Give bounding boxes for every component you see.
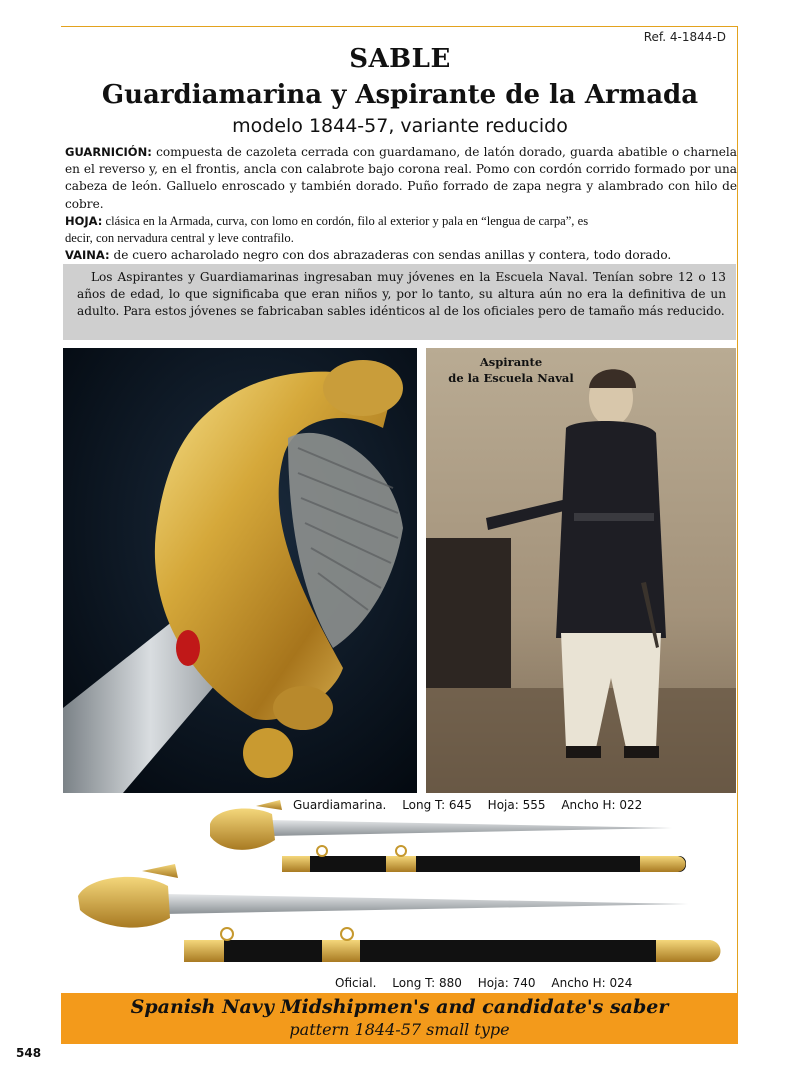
history-note: Los Aspirantes y Guardiamarinas ingresaban muy jóvenes en la Escuela Naval. Tenían sobre 12 o 13 años de edad, lo que significaba que eran niños y, por lo tanto, su altura aún no era la definitiva de un adulto. Para estos jóvenes se fabricaban sables idénticos al de los oficiales pero de tamaño más reducido. (63, 264, 736, 340)
hoja-text-cont: decir, con nervadura central y leve contrafilo. (65, 231, 294, 246)
hoja-label: HOJA: (65, 213, 103, 228)
guarnicion-label: GUARNICIÓN: (65, 145, 152, 159)
page-number: 548 (16, 1046, 42, 1060)
photo-caption (426, 354, 596, 386)
lion-pommel (323, 360, 403, 416)
small-length: Long T: 645 (402, 798, 472, 812)
small-name: Guardiamarina. (293, 798, 387, 812)
model-line: modelo 1844-57, variante reducido (232, 115, 568, 137)
photo-caption-line1: Aspirante (479, 355, 543, 369)
reference-code: Ref. 4-1844-D (643, 30, 726, 44)
table-drape (426, 538, 511, 688)
small-scabbard (282, 846, 686, 872)
large-name: Oficial. (335, 976, 377, 990)
small-sword (210, 800, 672, 850)
small-width: Ancho H: 022 (561, 798, 643, 812)
page-subtitle: Guardiamarina y Aspirante de la Armada (101, 80, 699, 110)
large-width: Ancho H: 024 (551, 976, 633, 990)
vaina-label: VAINA: (65, 248, 110, 263)
cadet-photo (426, 348, 736, 793)
page-title: SABLE (349, 44, 451, 74)
large-blade: Hoja: 740 (477, 976, 536, 990)
hoja-paragraph (65, 213, 737, 247)
red-washer (176, 630, 200, 666)
banner-title: Spanish Navy Midshipmen's and candidate's saber (130, 996, 669, 1018)
photo-caption-line2: de la Escuela Naval (448, 371, 574, 385)
large-length: Long T: 880 (392, 976, 462, 990)
banner-subtitle: pattern 1844-57 small type (289, 1020, 510, 1039)
guarnicion-paragraph (65, 144, 737, 213)
guarnicion-text: compuesta de cazoleta cerrada con guardamano, de latón dorado, guarda abatible o charnela en el reverso y, en el frontis, ancla con calabrote bajo corona real. Pomo con cordón corrido formado por una cabeza de león. Galluelo enroscado y también dorado. Puño forrado de zapa negra y alambrado con hilo de cobre. (65, 145, 737, 211)
large-scabbard (184, 928, 721, 962)
vaina-text: de cuero acharolado negro con dos abrazaderas con sendas anillas y contera, todo dorado. (109, 248, 672, 263)
measurements-large (335, 976, 644, 990)
swords-illustration (60, 796, 740, 990)
small-blade: Hoja: 555 (487, 798, 546, 812)
hilt-photo (63, 348, 417, 793)
vaina-paragraph (65, 247, 737, 264)
large-sword (78, 864, 688, 928)
description-block (65, 144, 737, 264)
hoja-text: clásica en la Armada, curva, con lomo en cordón, filo al exterior y pala en “lengua de carpa”, es (102, 213, 589, 228)
